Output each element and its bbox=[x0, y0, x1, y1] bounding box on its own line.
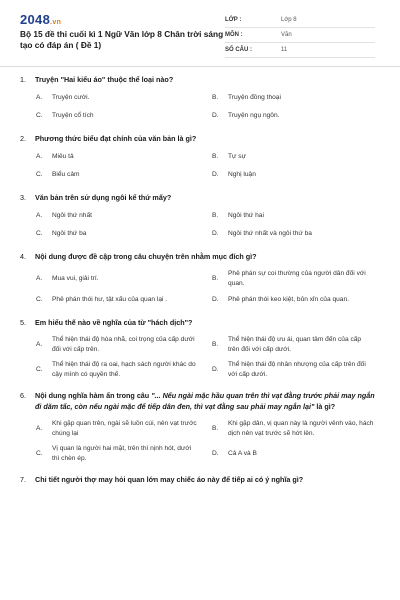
option-text: Phê phán thói hư, tật xấu của quan lại . bbox=[52, 296, 168, 304]
option-letter: A. bbox=[36, 153, 43, 161]
question-number: 5. bbox=[20, 318, 26, 327]
question-text: Chi tiết người thợ may hỏi quan lớn may chiếc áo này để tiếp ai có ý nghĩa gì? bbox=[35, 475, 304, 484]
info-value: 11 bbox=[281, 47, 288, 53]
answer-options bbox=[20, 210, 380, 240]
option-text: Khi gặp dân, vị quan này là người vênh váo, hách dịch nên vạt trước sẽ hớt lên. bbox=[228, 420, 374, 437]
option-letter: A. bbox=[36, 94, 43, 102]
answer-option-c[interactable] bbox=[36, 360, 204, 379]
option-text: Tự sự bbox=[228, 153, 246, 161]
question-quote: "... Nếu ngài mặc hầu quan trên thì vạt đằng trước phải may ngắn đi dăm tấc, còn nếu ngài mặc để tiếp dân đen, thì vạt đằng sau phải may ngắn lại" bbox=[35, 391, 375, 411]
info-value: Văn bbox=[281, 32, 292, 38]
option-letter: D. bbox=[212, 365, 219, 373]
question-heading bbox=[20, 474, 380, 485]
answer-option-d[interactable] bbox=[212, 169, 380, 181]
info-row-question-count bbox=[225, 43, 375, 58]
answer-option-a[interactable] bbox=[36, 335, 204, 354]
question-1 bbox=[20, 74, 380, 122]
logo-text: 2048 bbox=[20, 12, 51, 27]
answer-options bbox=[20, 419, 380, 463]
option-letter: D. bbox=[212, 171, 219, 179]
option-letter: A. bbox=[36, 424, 43, 432]
answer-options bbox=[20, 335, 380, 379]
document-title: Bộ 15 đề thi cuối kì 1 Ngữ Văn lớp 8 Chân trời sáng tạo có đáp án ( Đề 1) bbox=[20, 29, 224, 50]
site-logo[interactable] bbox=[20, 12, 61, 27]
option-letter: D. bbox=[212, 296, 219, 304]
option-text: Vị quan là người hai mặt, trên thì nịnh hót, dưới thì chèn ép. bbox=[52, 445, 192, 462]
question-3 bbox=[20, 192, 380, 240]
question-7 bbox=[20, 474, 380, 485]
option-letter: D. bbox=[212, 449, 219, 457]
answer-option-c[interactable] bbox=[36, 110, 204, 122]
question-4 bbox=[20, 251, 380, 306]
info-row-subject bbox=[225, 28, 375, 43]
answer-option-a[interactable] bbox=[36, 92, 204, 104]
question-text: Phương thức biểu đạt chính của văn bản là gì? bbox=[35, 134, 197, 143]
question-heading bbox=[20, 74, 380, 85]
question-text bbox=[35, 390, 380, 412]
info-label: SỐ CÂU : bbox=[225, 47, 252, 53]
option-text: Truyện cổ tích bbox=[52, 112, 94, 120]
question-heading bbox=[20, 317, 380, 328]
question-text: Văn bản trên sử dụng ngôi kể thứ mấy? bbox=[35, 193, 172, 202]
answer-option-c[interactable] bbox=[36, 169, 204, 181]
answer-option-c[interactable] bbox=[36, 444, 204, 463]
option-letter: B. bbox=[212, 340, 219, 348]
option-text: Phê phán sự coi thường của người dân đối với quan. bbox=[228, 270, 366, 287]
info-label: LỚP : bbox=[225, 17, 242, 23]
info-value: Lớp 8 bbox=[281, 17, 297, 23]
option-letter: B. bbox=[212, 153, 219, 161]
option-text: Nghị luận bbox=[228, 171, 256, 179]
answer-option-a[interactable] bbox=[36, 210, 204, 222]
option-text: Ngôi thứ ba bbox=[52, 230, 87, 238]
option-text: Cả A và B bbox=[228, 449, 257, 457]
question-number: 6. bbox=[20, 391, 26, 400]
logo-suffix: .vn bbox=[50, 19, 62, 26]
option-text: Thể hiện thái độ nhân nhượng của cấp trên đối với cấp dưới. bbox=[228, 361, 366, 378]
answer-option-b[interactable] bbox=[212, 151, 380, 163]
question-heading bbox=[20, 133, 380, 144]
question-5 bbox=[20, 317, 380, 379]
answer-option-d[interactable] bbox=[212, 294, 380, 306]
option-text: Thể hiện thái độ ưu ái, quan tâm đến của cấp trên đối với cấp dưới. bbox=[228, 336, 362, 353]
option-text: Truyện ngụ ngôn. bbox=[228, 112, 280, 120]
option-text: Truyện đồng thoại bbox=[228, 94, 281, 102]
question-text-suffix: là gì? bbox=[314, 402, 336, 411]
answer-option-b[interactable] bbox=[212, 419, 380, 438]
answer-option-b[interactable] bbox=[212, 92, 380, 104]
answer-option-d[interactable] bbox=[212, 110, 380, 122]
option-letter: A. bbox=[36, 340, 43, 348]
question-list bbox=[20, 74, 380, 496]
option-text: Miêu tả bbox=[52, 153, 74, 161]
option-letter: A. bbox=[36, 212, 43, 220]
option-text: Thể hiện thái độ hòa nhã, coi trọng của cấp dưới đối với cấp trên. bbox=[52, 336, 195, 353]
answer-options bbox=[20, 269, 380, 306]
header-divider bbox=[0, 66, 400, 67]
answer-option-a[interactable] bbox=[36, 269, 204, 288]
option-text: Khi gặp quan trên, ngài sẽ luồn cúi, nên vạt trước chúng lại bbox=[52, 420, 197, 437]
option-letter: A. bbox=[36, 274, 43, 282]
question-number: 1. bbox=[20, 75, 26, 84]
question-2 bbox=[20, 133, 380, 181]
info-row-class bbox=[225, 13, 375, 28]
answer-option-b[interactable] bbox=[212, 269, 380, 288]
info-label: MÔN : bbox=[225, 32, 243, 38]
answer-options bbox=[20, 151, 380, 181]
option-text: Truyện cười. bbox=[52, 94, 90, 102]
option-text: Ngôi thứ nhất và ngôi thứ ba bbox=[228, 230, 312, 238]
option-letter: C. bbox=[36, 230, 43, 238]
option-letter: C. bbox=[36, 112, 43, 120]
option-text: Mua vui, giải trí. bbox=[52, 274, 99, 282]
question-text-prefix: Nội dung nghĩa hàm ẩn trong câu bbox=[35, 391, 152, 400]
question-heading bbox=[20, 390, 380, 412]
document-header bbox=[0, 0, 400, 62]
question-number: 2. bbox=[20, 134, 26, 143]
answer-option-d[interactable] bbox=[212, 228, 380, 240]
option-text: Phê phán thói keo kiệt, bủn xỉn của quan. bbox=[228, 296, 349, 304]
answer-options bbox=[20, 92, 380, 122]
option-letter: B. bbox=[212, 274, 219, 282]
option-text: Thể hiện thái độ ra oai, hạch sách người khác do cậy mình có quyền thế. bbox=[52, 361, 196, 378]
answer-option-b[interactable] bbox=[212, 210, 380, 222]
answer-option-c[interactable] bbox=[36, 228, 204, 240]
question-heading bbox=[20, 251, 380, 262]
option-letter: B. bbox=[212, 212, 219, 220]
question-text: Em hiểu thế nào về nghĩa của từ "hách dịch"? bbox=[35, 318, 193, 327]
option-text: Ngôi thứ nhất bbox=[52, 212, 92, 220]
answer-option-c[interactable] bbox=[36, 294, 204, 306]
question-6 bbox=[20, 390, 380, 463]
option-letter: C. bbox=[36, 365, 43, 373]
option-letter: C. bbox=[36, 449, 43, 457]
question-number: 3. bbox=[20, 193, 26, 202]
option-letter: C. bbox=[36, 171, 43, 179]
option-letter: D. bbox=[212, 230, 219, 238]
answer-option-a[interactable] bbox=[36, 419, 204, 438]
answer-option-b[interactable] bbox=[212, 335, 380, 354]
question-text: Truyện "Hai kiểu áo" thuộc thể loại nào? bbox=[35, 75, 174, 84]
question-text: Nội dung được đề cập trong câu chuyện trên nhằm mục đích gì? bbox=[35, 252, 257, 261]
answer-option-a[interactable] bbox=[36, 151, 204, 163]
option-letter: B. bbox=[212, 424, 219, 432]
option-letter: B. bbox=[212, 94, 219, 102]
question-heading bbox=[20, 192, 380, 203]
option-letter: D. bbox=[212, 112, 219, 120]
exam-info-table bbox=[225, 13, 375, 58]
question-number: 7. bbox=[20, 475, 26, 484]
option-letter: C. bbox=[36, 296, 43, 304]
question-number: 4. bbox=[20, 252, 26, 261]
option-text: Biểu cảm bbox=[52, 171, 80, 179]
option-text: Ngôi thứ hai bbox=[228, 212, 264, 220]
answer-option-d[interactable] bbox=[212, 360, 380, 379]
answer-option-d[interactable] bbox=[212, 444, 380, 463]
